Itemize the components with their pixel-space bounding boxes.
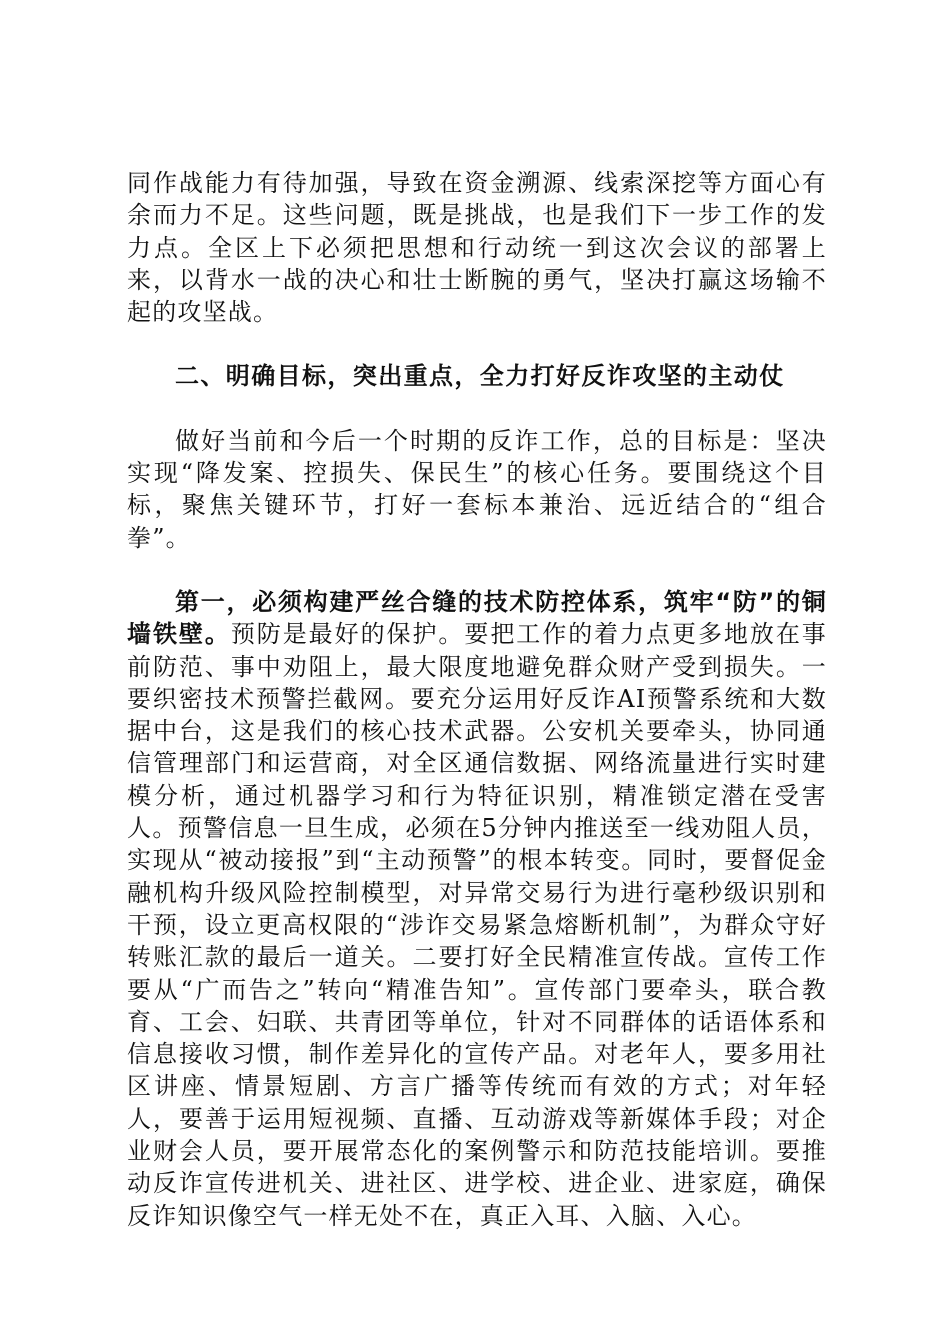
point-one-paragraph <box>127 586 827 1232</box>
point-one-body: 预防是最好的保护。要把工作的着力点更多地放在事前防范、事中劝阻上，最大限度地避免群众财产受到损失。一要织密技术预警拦截网。要充分运用好反诈AI预警系统和大数据中台，这是我们的核心技术武器。公安机关要牵头，协同通信管理部门和运营商，对全区通信数据、网络流量进行实时建模分析，通过机器学习和行为特征识别，精准锁定潜在受害人。预警信息一旦生成，必须在5分钟内推送至一线劝阻人员，实现从“被动接报”到“主动预警”的根本转变。同时，要督促金融机构升级风险控制模型，对异常交易行为进行毫秒级识别和干预，设立更高权限的“涉诈交易紧急熔断机制”，为群众守好转账汇款的最后一道关。二要打好全民精准宣传战。宣传工作要从“广而告之”转向“精准告知”。宣传部门要牵头，联合教育、工会、妇联、共青团等单位，针对不同群体的话语体系和信息接收习惯，制作差异化的宣传产品。对老年人，要多用社区讲座、情景短剧、方言广播等传统而有效的方式；对年轻人，要善于运用短视频、直播、互动游戏等新媒体手段；对企业财会人员，要开展常态化的案例警示和防范技能培训。要推动反诈宣传进机关、进社区、进学校、进企业、进家庭，确保反诈知识像空气一样无处不在，真正入耳、入脑、入心。 <box>127 620 827 1230</box>
section-heading: 二、明确目标，突出重点，全力打好反诈攻坚的主动仗 <box>175 362 785 391</box>
intro-paragraph: 做好当前和今后一个时期的反诈工作，总的目标是：坚决实现“降发案、控损失、保民生”的核心任务。要围绕这个目标，聚焦关键环节，打好一套标本兼治、远近结合的“组合拳”。 <box>127 426 827 552</box>
point-one-lead: 第一，必须构建严丝合缝的技术防控体系，筑牢“防”的铜墙铁壁。 <box>127 587 827 649</box>
continuation-paragraph: 同作战能力有待加强，导致在资金溯源、线索深挖等方面心有余而力不足。这些问题，既是挑战，也是我们下一步工作的发力点。全区上下必须把思想和行动统一到这次会议的部署上来，以背水一战的决心和壮士断腕的勇气，坚决打赢这场输不起的攻坚战。 <box>127 169 827 327</box>
document-body <box>127 167 827 1232</box>
